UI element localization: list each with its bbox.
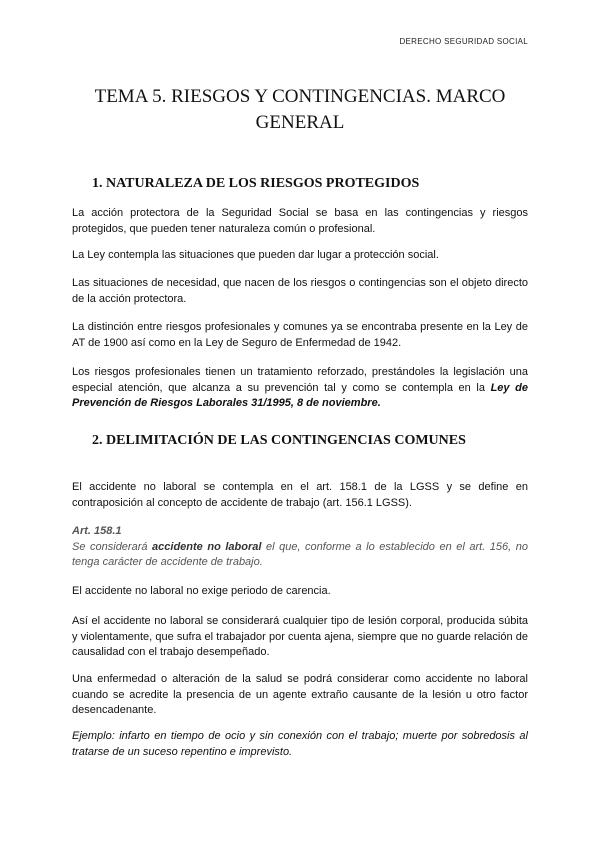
section-2-heading: 2. DELIMITACIÓN DE LAS CONTINGENCIAS COMUNES (92, 433, 466, 448)
title-line-1: TEMA 5. RIESGOS Y CONTINGENCIAS. MARCO (94, 86, 506, 107)
title-line-2: GENERAL (255, 112, 345, 133)
section-2-paragraph-2: El accidente no laboral no exige periodo de carencia. (72, 585, 331, 597)
quote-text-pre: Se considerará (72, 540, 153, 553)
section-2-paragraph-3: Así el accidente no laboral se considerará cualquier tipo de lesión corporal, producida súbita y violentamente, que sufra el trabajador por cuenta ajena, siempre que no guarde relación de causalidad con el trabajo desempeñado. (72, 615, 528, 658)
article-quote (72, 524, 528, 571)
paragraph-5-text: Los riesgos profesionales tienen un tratamiento reforzado, prestándoles la legislación una especial atención, que alcanza a su prevención tal y como se contempla en la (72, 366, 528, 394)
section-1-paragraph-2: La Ley contempla las situaciones que pueden dar lugar a protección social. (72, 249, 439, 261)
section-1-heading: 1. NATURALEZA DE LOS RIESGOS PROTEGIDOS (92, 176, 420, 191)
quote-text-post: el que, conforme a lo establecido en el art. 156, no tenga carácter de accidente de trabajo. (72, 540, 529, 568)
example-note: Ejemplo: infarto en tiempo de ocio y sin conexión con el trabajo; muerte por sobredosis al tratarse de un suceso repentino e imprevisto. (72, 730, 528, 758)
running-header: DERECHO SEGURIDAD SOCIAL (399, 37, 528, 46)
section-2-paragraph-1: El accidente no laboral se contempla en el art. 158.1 de la LGSS y se define en contraposición al concepto de accidente de trabajo (art. 156.1 LGSS). (72, 481, 528, 509)
section-1-paragraph-5 (72, 365, 528, 412)
section-2-paragraph-4: Una enfermedad o alteración de la salud se podrá considerar como accidente no laboral cuando se acredite la presencia de un agente extraño causante de la lesión u otro factor desencadenante. (72, 673, 528, 716)
section-1-paragraph-3: Las situaciones de necesidad, que nacen de los riesgos o contingencias son el objeto directo de la acción protectora. (72, 277, 528, 305)
article-quote-title: Art. 158.1 (72, 525, 122, 537)
article-quote-body (72, 540, 528, 571)
section-1-paragraph-4: La distinción entre riesgos profesionales y comunes ya se encontraba presente en la Ley de AT de 1900 así como en la Ley de Seguro de Enfermedad de 1942. (72, 321, 528, 349)
law-reference: Ley de Prevención de Riesgos Laborales 31/1995, 8 de noviembre. (72, 381, 528, 409)
section-1-paragraph-1: La acción protectora de la Seguridad Social se basa en las contingencias y riesgos protegidos, que pueden tener naturaleza común o profesional. (72, 207, 528, 235)
quote-bold-term: accidente no laboral (152, 540, 262, 553)
page-title (72, 84, 528, 136)
